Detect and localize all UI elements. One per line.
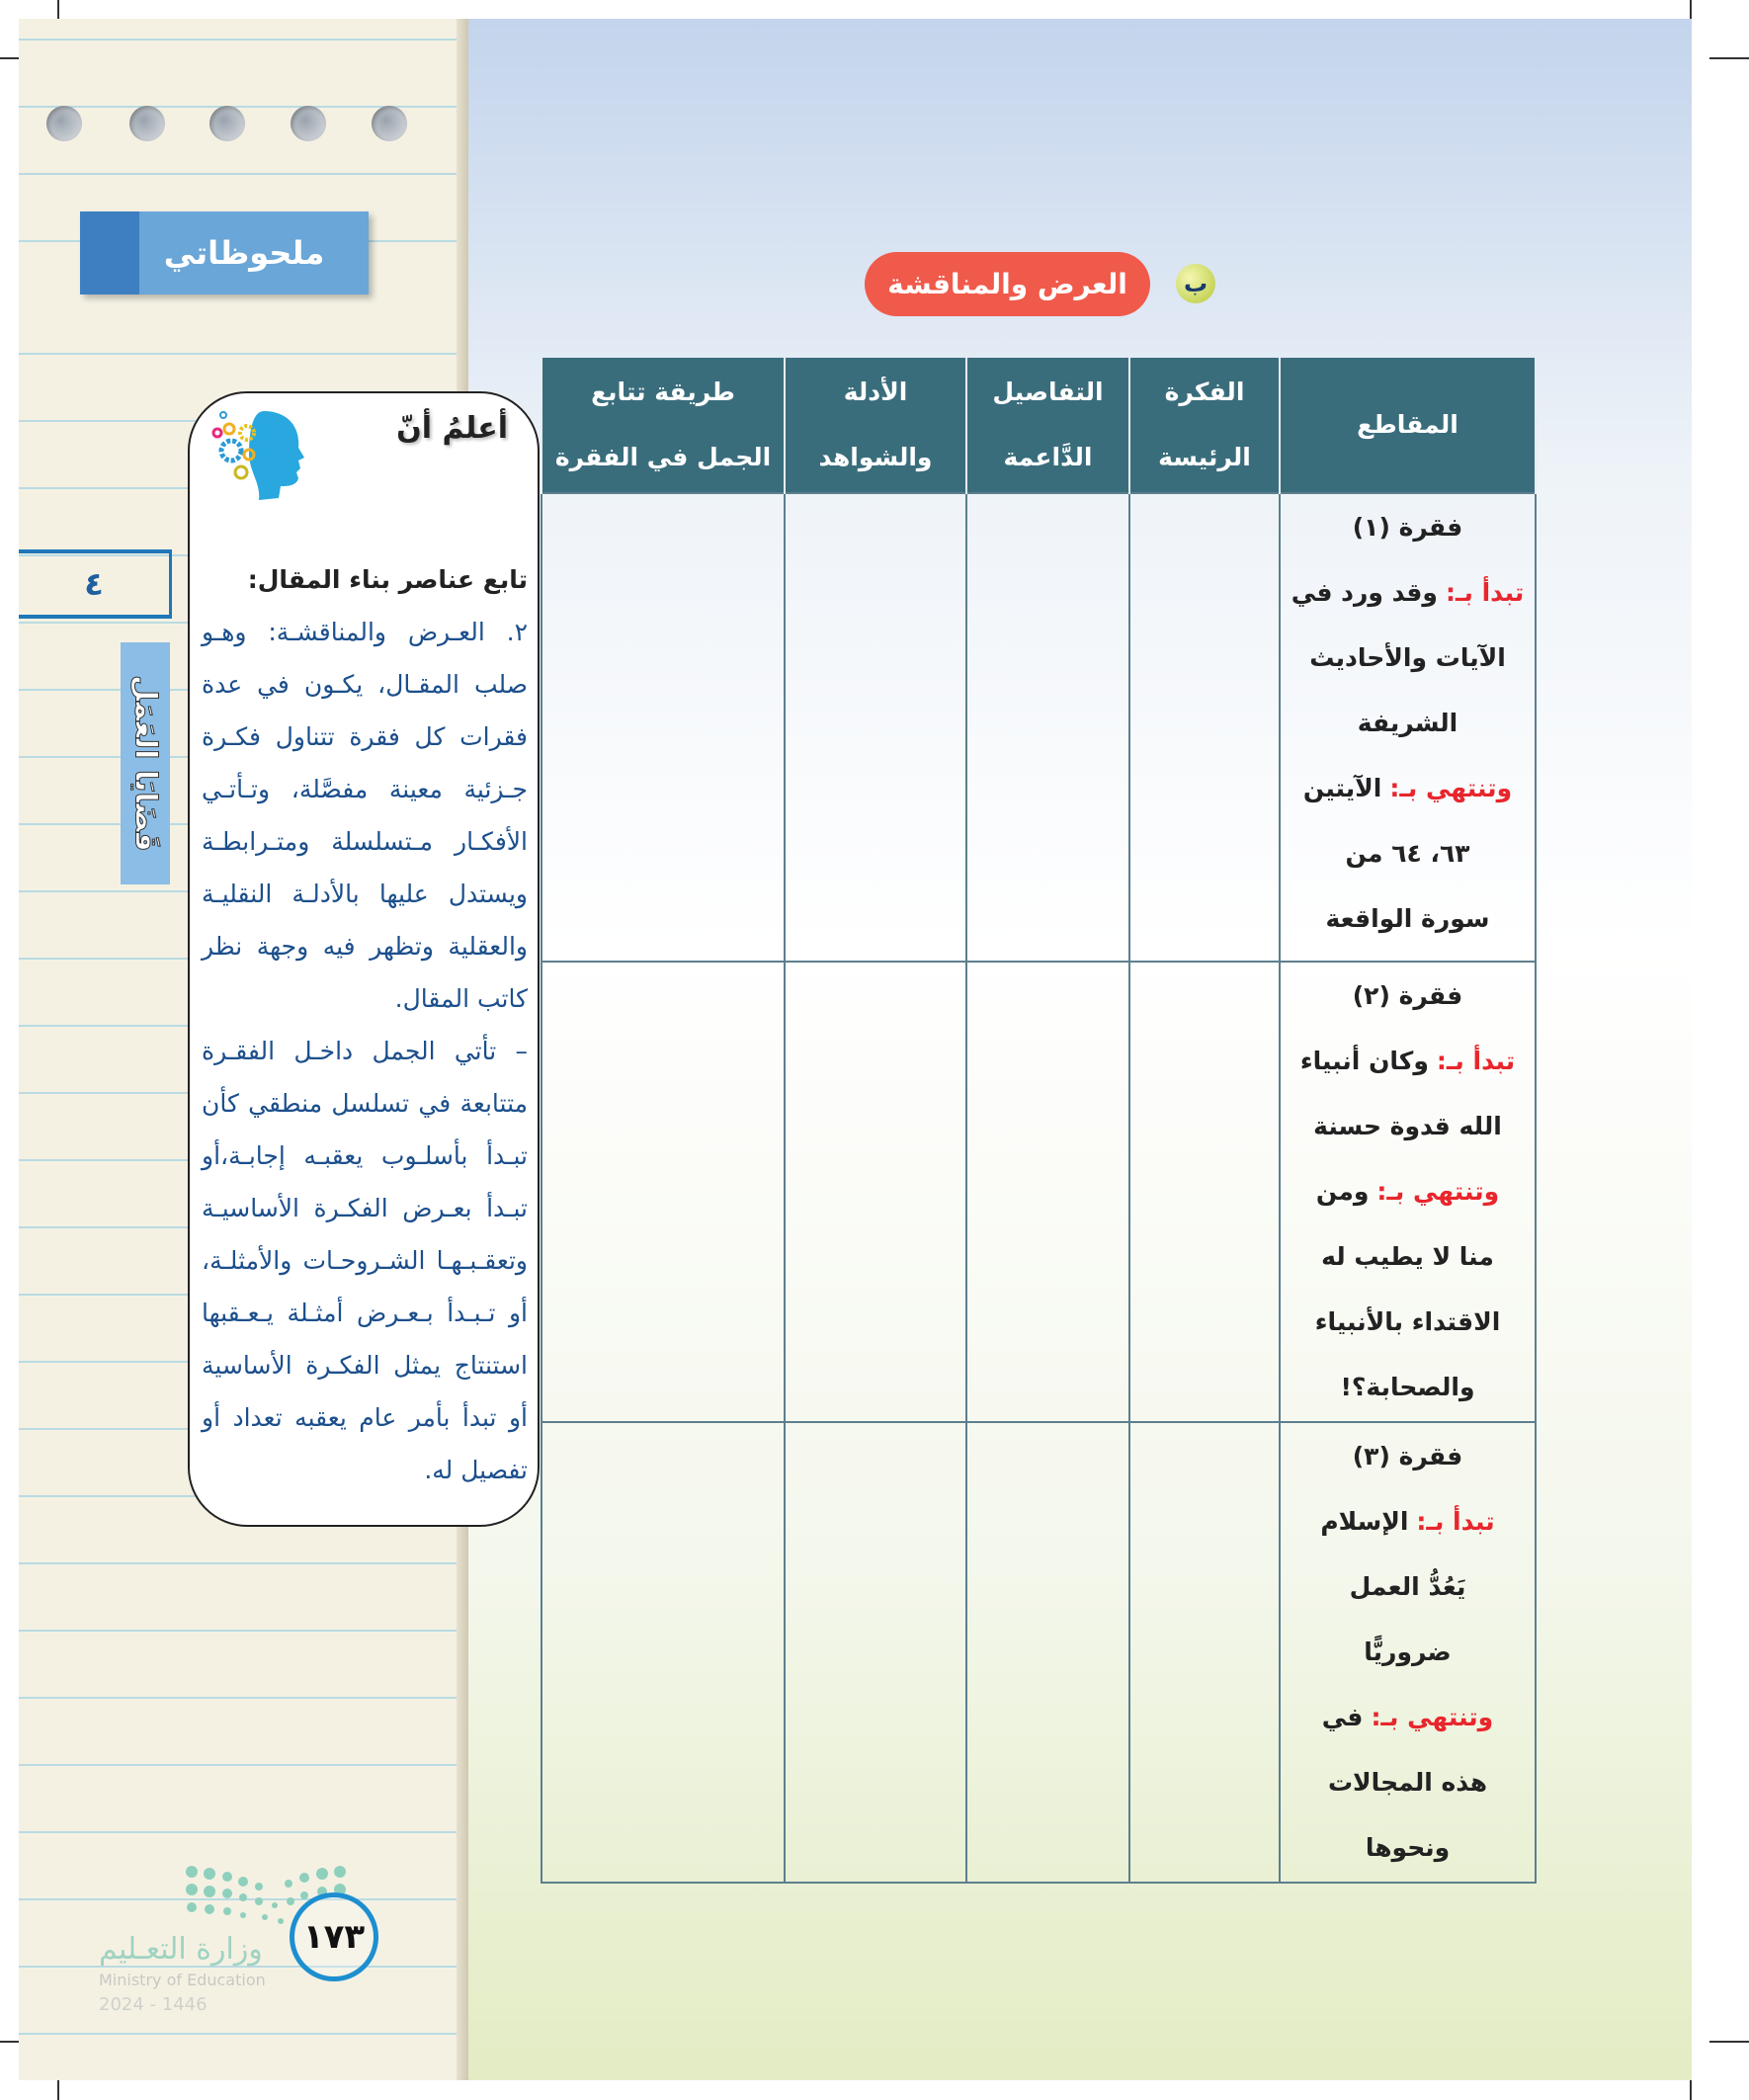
unit-number: ٤ [19,549,172,619]
callout-heading: تابع عناصر بناء المقال: [247,565,528,594]
cell-text: ومن [1315,1177,1370,1206]
cell-text: الاقتداء بالأنبياء [1314,1307,1501,1336]
binder-hole [209,106,245,141]
callout-line: تفصيل له. [424,1456,528,1484]
header-label: والشواهد [818,443,933,471]
header-main-idea [1129,358,1280,493]
callout-line: متتابعة في تسلسل منطقي كأن [202,1089,528,1118]
callout-line: فقرات كل فقرة تتناول فكـرة [202,722,528,751]
cell-line [1282,1685,1534,1750]
paragraph-title [1282,1424,1534,1489]
cell-line [1282,1159,1534,1224]
cell-line [1282,560,1534,626]
paragraph-cell [1280,962,1536,1422]
unit-tab [121,642,170,884]
callout-line: استنتاج يمثل الفكـرة الأساسية [202,1351,528,1380]
binder-hole [46,106,82,141]
callout-line: صلب المقـال، يكـون في عدة [202,670,528,699]
cell-text: في [1321,1703,1364,1731]
cell-text: ضروريًّا [1364,1638,1452,1666]
starts-label: تبدأ بـ: [1436,1047,1516,1075]
section-letter-badge: ب [1176,264,1215,303]
cell-text: الآيتين [1302,774,1382,802]
callout-line: وتعقـبـهـا الشـروحـات والأمثلـة، [202,1246,528,1275]
callout-line: تبـدأ بأسلـوب يعقبـه إجابـة،أو [202,1141,528,1170]
cell-text: وقد ورد في [1291,578,1438,607]
callout-body [202,553,528,1496]
callout-line: كاتب المقال. [394,984,528,1013]
notes-banner: ملحوظاتي [80,211,369,294]
header-label: الأدلة [843,378,908,406]
cell-text: فقرة (١) [1352,513,1463,542]
supporting-details-input[interactable] [966,493,1129,962]
callout-title: أعلمُ أنّ [396,411,508,446]
supporting-details-input[interactable] [966,1422,1129,1883]
sentence-order-input[interactable] [541,1422,785,1883]
main-idea-input[interactable] [1129,962,1280,1422]
section-title: العرض والمناقشة [865,252,1150,316]
callout-line: – تأتي الجمل داخـل الفقـرة [202,1037,528,1065]
head-gears-icon [209,403,308,502]
callout-line: ويستدل عليها بالأدلـة النقليـة [202,880,528,908]
cell-line [1282,1620,1534,1685]
binder-hole [129,106,165,141]
sentence-order-input[interactable] [541,493,785,962]
cell-line [1282,1489,1534,1554]
binder-hole [372,106,407,141]
table-header-row [541,358,1536,493]
cell-text: الإسلام [1320,1507,1409,1536]
cell-text: ٦٣، ٦٤ من [1345,839,1470,868]
header-evidence [785,358,966,493]
cell-text: منا لا يطيب له [1321,1242,1494,1271]
cell-line [1282,1355,1534,1420]
callout-line: تبـدأ بعـرض الفكـرة الأساسيـة [202,1194,528,1222]
table-row [541,962,1536,1422]
starts-label: تبدأ بـ: [1416,1507,1495,1536]
cell-text: والصحابة؟! [1340,1373,1475,1401]
header-sentence-order [541,358,785,493]
header-label: الفكرة [1164,378,1245,406]
supporting-details-input[interactable] [966,962,1129,1422]
cell-text: سورة الواقعة [1325,904,1490,933]
header-label: المقاطع [1357,410,1458,439]
callout-line: جـزئية معينة مفصَّلة، وتـأتـي [202,775,528,803]
header-label: طريقة تتابع [591,378,735,406]
cell-line [1282,1094,1534,1159]
evidence-input[interactable] [785,1422,966,1883]
paragraph-title [1282,964,1534,1029]
callout-line: أو تـبـدأ بـعـرض أمثـلة يـعـقبها [202,1299,528,1327]
cell-text: الله قدوة حسنة [1313,1112,1502,1140]
cell-line [1282,1750,1534,1815]
evidence-input[interactable] [785,962,966,1422]
main-idea-input[interactable] [1129,1422,1280,1883]
cell-line [1282,1554,1534,1620]
main-idea-input[interactable] [1129,493,1280,962]
starts-label: تبدأ بـ: [1445,578,1525,607]
ministry-name-en: Ministry of Education [99,1971,266,1989]
cell-text: يَعُدُّ العمل [1349,1572,1466,1601]
cell-line [1282,1815,1534,1881]
cell-line [1282,1290,1534,1355]
paragraph-cell [1280,493,1536,962]
cell-text: الشريفة [1357,709,1458,737]
cell-line [1282,1029,1534,1094]
page-number: ١٧٣ [290,1892,378,1981]
header-label: الدَّاعمة [1003,443,1093,471]
cell-line [1282,886,1534,952]
edition-year: 2024 - 1446 [99,1994,208,2015]
ends-label: وتنتهي بـ: [1376,1177,1500,1206]
cell-line [1282,691,1534,756]
paragraph-cell [1280,1422,1536,1883]
header-sections [1280,358,1536,493]
header-label: الرئيسة [1158,443,1251,471]
cell-line [1282,821,1534,886]
analysis-table [541,358,1537,1884]
cell-text: فقرة (٢) [1352,981,1463,1010]
table-row [541,1422,1536,1883]
cell-text: وكان أنبياء [1299,1047,1429,1075]
callout-line: ٢. العـرض والمناقشـة: وهـو [202,618,528,646]
evidence-input[interactable] [785,493,966,962]
callout-line: أو تبدأ بأمر عام يعقبه تعداد أو [202,1403,528,1432]
binder-hole [291,106,326,141]
callout-line: والعقلية وتظهر فيه وجهة نظر [202,932,528,961]
header-supporting-details [966,358,1129,493]
ends-label: وتنتهي بـ: [1371,1703,1494,1731]
crop-mark [1709,2041,1749,2043]
cell-text: هذه المجالات [1327,1768,1488,1797]
unit-tab-label: قَضَايَا العَمَل [127,675,163,852]
cell-text: فقرة (٣) [1352,1442,1463,1470]
ends-label: وتنتهي بـ: [1389,774,1513,802]
ministry-name-ar: وزارة التعـليم [99,1932,263,1967]
cell-line [1282,626,1534,691]
cell-line [1282,756,1534,821]
header-label: التفاصيل [992,378,1104,406]
cell-line [1282,1224,1534,1290]
crop-mark [1709,57,1749,59]
table-row [541,493,1536,962]
know-that-callout [188,391,540,1527]
sentence-order-input[interactable] [541,962,785,1422]
header-label: الجمل في الفقرة [554,443,772,471]
cell-text: الآيات والأحاديث [1309,643,1506,672]
callout-line: الأفكـار مـتسلسلة ومتـرابطـة [202,827,528,856]
paragraph-title [1282,495,1534,560]
cell-text: ونحوها [1365,1833,1451,1862]
